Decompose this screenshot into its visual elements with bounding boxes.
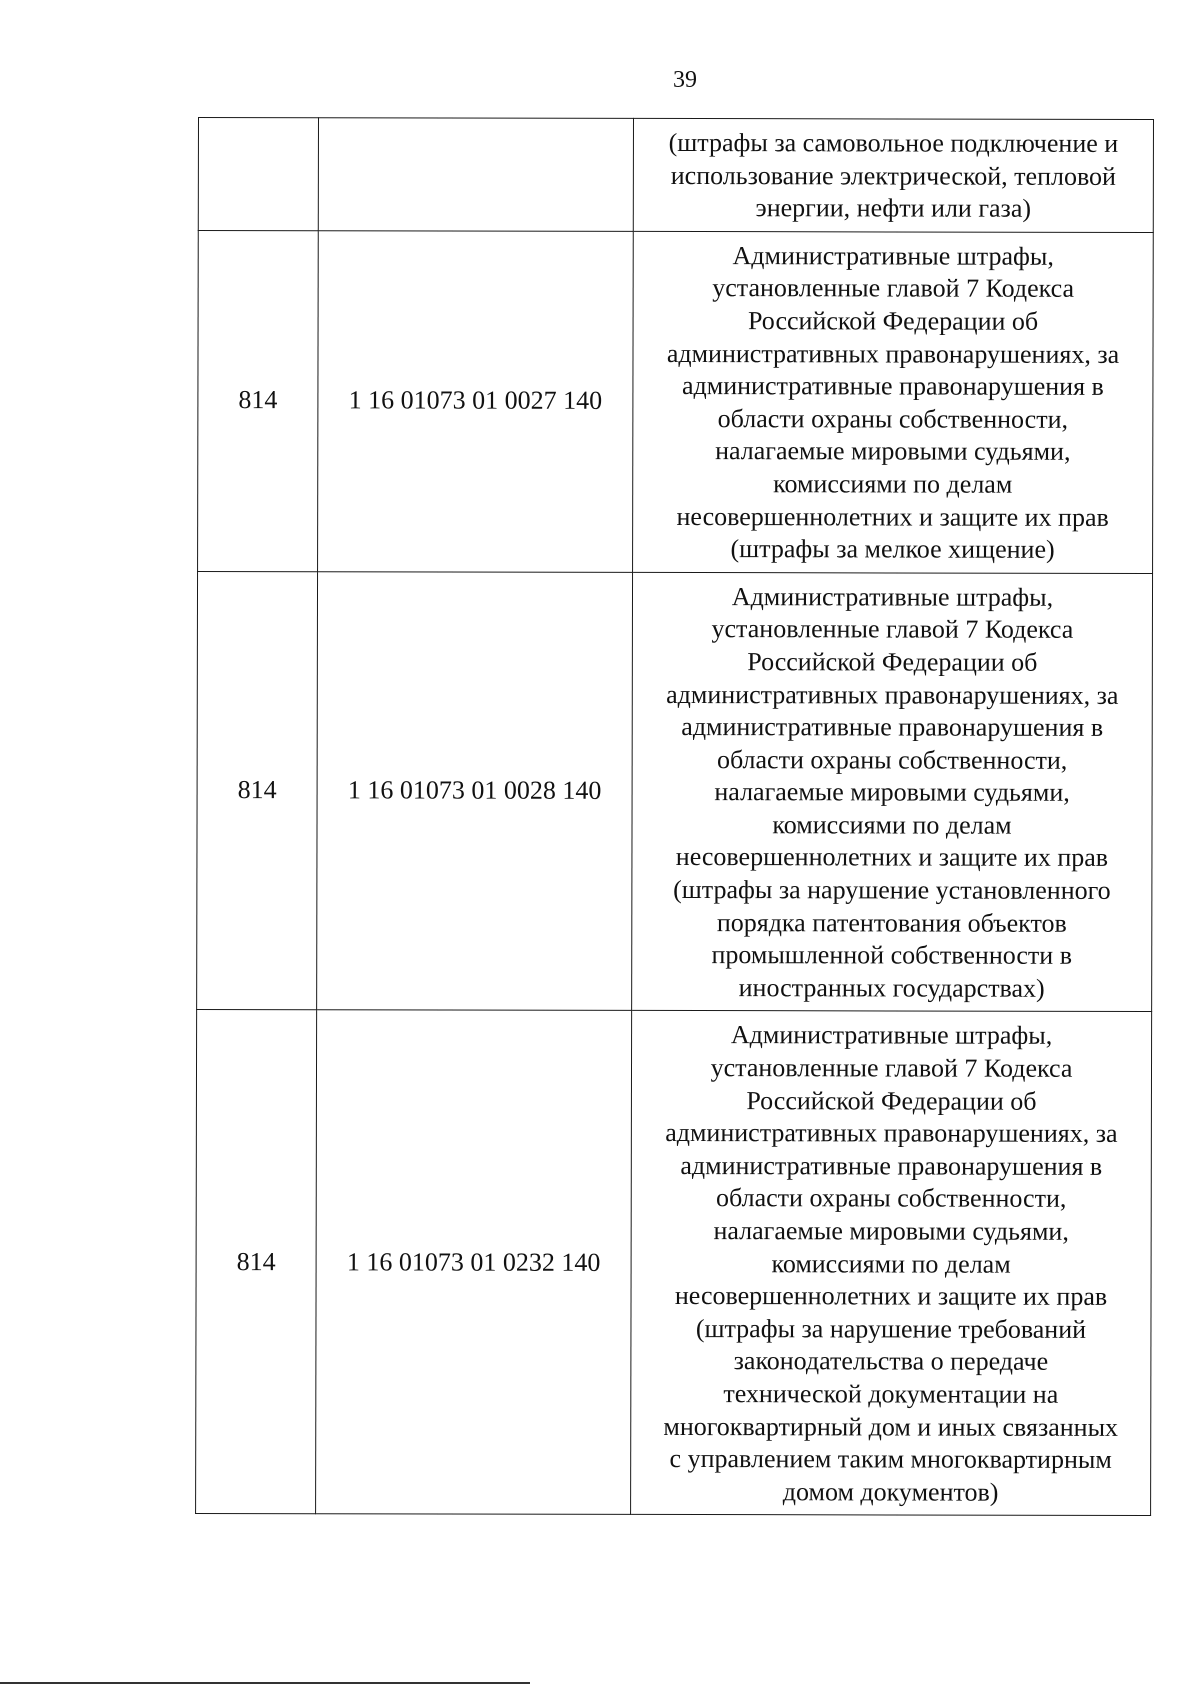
description-line: административные правонарушения в [681,712,1104,742]
description-line: области охраны собственности, [717,403,1069,434]
description-line: установленные главой 7 Кодекса [711,614,1074,645]
table-row [198,230,1154,573]
budget-code-cell: 1 16 01073 01 0232 140 [316,1010,632,1515]
description-line: комиссиями по делам [773,469,1013,499]
description-line: (штрафы за мелкое хищение) [730,534,1055,564]
description-line: многоквартирный дом и иных связанных [663,1411,1119,1442]
description-line: налагаемые мировыми судьями, [715,436,1071,467]
description-line: установленные главой 7 Кодекса [710,1053,1073,1083]
table-row [198,118,1153,233]
description-line: Российской Федерации об [746,1085,1037,1116]
admin-code-cell [198,118,318,231]
description-cell [631,1011,1152,1516]
admin-code-cell: 814 [197,571,318,1010]
description-line: (штрафы за нарушение установленного [673,875,1111,905]
description-line: административных правонарушениях, за [665,1118,1118,1149]
description-line: несовершеннолетних и защите их прав [676,501,1109,532]
description-line: области охраны собственности, [716,744,1068,775]
description-line: порядка патентования объектов [716,907,1067,938]
description-line: Административные штрафы, [731,581,1054,612]
description-line: законодательства о передаче [733,1346,1049,1377]
description-cell [632,572,1153,1012]
description-line: несовершеннолетних и защите их прав [674,1281,1108,1312]
description-line: использование электрической, тепловой [670,160,1117,191]
description-line: энергии, нефти или газа) [755,193,1032,223]
description-line: Российской Федерации об [747,647,1038,677]
description-line: с управлением таким многоквартирным [669,1444,1112,1475]
description-line: Административные штрафы, [730,1020,1053,1051]
description-line: налагаемые мировыми судьями, [713,1216,1069,1246]
budget-code-cell: 1 16 01073 01 0028 140 [317,571,633,1010]
table-body [196,118,1154,1516]
description-line: административные правонарушения в [681,371,1104,402]
description-line: Российской Федерации об [747,306,1039,336]
admin-code-cell: 814 [198,230,319,571]
budget-code-cell [318,118,633,231]
description-line: административных правонарушениях, за [666,679,1119,710]
description-line: комиссиями по делам [772,810,1012,840]
description-cell [633,231,1154,573]
description-line: (штрафы за нарушение требований [695,1313,1087,1344]
budget-codes-table [195,117,1154,1516]
page-number: 39 [673,67,697,93]
description-line: Административные штрафы, [732,240,1054,271]
table-row [197,571,1153,1012]
description-line: административных правонарушениях, за [666,338,1120,369]
description-line: (штрафы за самовольное подключение и [668,127,1119,158]
description-line: технической документации на [723,1379,1059,1409]
description-line: несовершеннолетних и защите их прав [675,842,1109,873]
budget-code-cell: 1 16 01073 01 0027 140 [318,231,634,573]
footer-rule [0,1682,530,1684]
description-line: промышленной собственности в [711,940,1073,971]
table-row [196,1010,1152,1516]
description-line: комиссиями по делам [771,1248,1011,1279]
description-line: налагаемые мировыми судьями, [714,777,1070,808]
description-line: домом документов) [782,1476,999,1507]
description-line: административные правонарушения в [680,1150,1103,1181]
description-line: иностранных государствах) [738,972,1045,1003]
description-line: установленные главой 7 Кодекса [712,273,1075,304]
description-cell [633,118,1153,232]
description-line: области охраны собственности, [716,1183,1067,1214]
admin-code-cell: 814 [196,1010,317,1514]
